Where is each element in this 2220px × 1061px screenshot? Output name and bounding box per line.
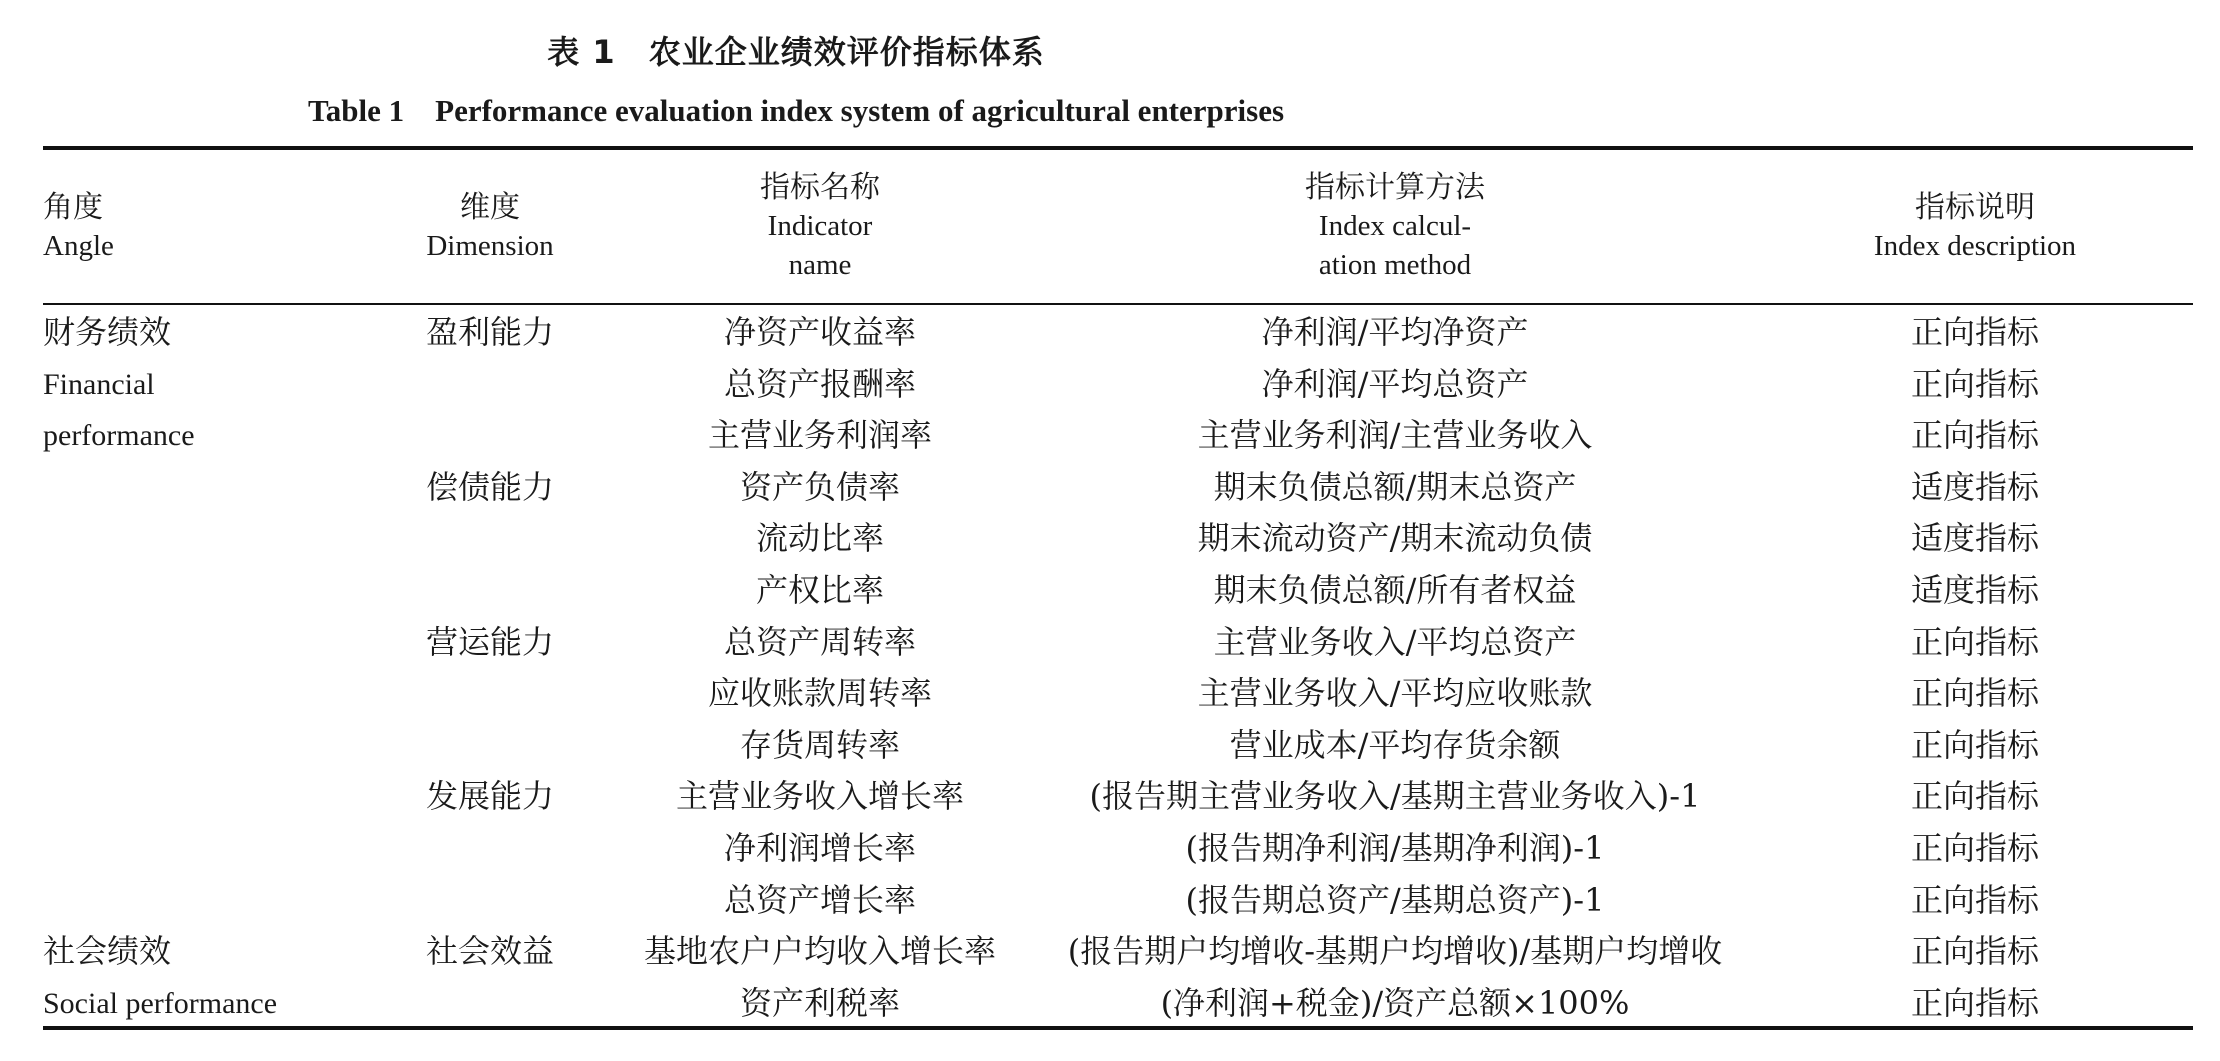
cell-indicator-name: 产权比率 xyxy=(755,570,884,609)
cell-description: 正向指标 xyxy=(1910,674,2039,713)
header-dimension-en: Dimension xyxy=(426,230,554,262)
table-caption-zh: 表 1 农业企业绩效评价指标体系 xyxy=(547,33,1045,71)
cell-description: 正向指标 xyxy=(1910,416,2039,455)
table-row xyxy=(0,720,2220,772)
cell-dimension: 营运能力 xyxy=(425,622,554,661)
cell-indicator-name: 总资产报酬率 xyxy=(723,364,916,403)
cell-indicator-name: 存货周转率 xyxy=(739,725,900,764)
table-body xyxy=(0,307,2220,1029)
cell-calculation-method: (报告期主营业务收入/基期主营业务收入)-1 xyxy=(1089,777,1701,816)
header-calculation-method-zh: 指标计算方法 xyxy=(1305,170,1485,205)
cell-description: 正向指标 xyxy=(1910,364,2039,403)
header-indicator-name xyxy=(620,168,1020,285)
cell-dimension xyxy=(390,823,590,875)
header-description-en: Index description xyxy=(1873,230,2077,262)
cell-dimension xyxy=(390,720,590,772)
table-row xyxy=(0,617,2220,669)
cell-calculation-method: 主营业务收入/平均应收账款 xyxy=(1197,674,1593,713)
header-calculation-method xyxy=(1030,168,1760,285)
cell-indicator-name: 资产负债率 xyxy=(739,467,900,506)
cell-dimension: 偿债能力 xyxy=(425,467,554,506)
cell-indicator-name: 净资产收益率 xyxy=(723,313,916,351)
header-dimension xyxy=(390,188,590,266)
header-dimension-zh: 维度 xyxy=(460,190,520,225)
cell-calculation-method: 主营业务收入/平均总资产 xyxy=(1213,622,1577,661)
cell-indicator-name: 主营业务利润率 xyxy=(707,416,932,455)
cell-calculation-method: 期末流动资产/期末流动负债 xyxy=(1197,519,1593,558)
cell-dimension xyxy=(390,513,590,565)
header-calculation-method-en-1: Index calcul- xyxy=(1318,210,1472,242)
cell-calculation-method: (报告期总资产/基期总资产)-1 xyxy=(1185,880,1605,919)
cell-description: 正向指标 xyxy=(1910,880,2039,919)
header-angle-zh: 角度 xyxy=(43,190,103,225)
cell-dimension xyxy=(390,410,590,462)
cell-calculation-method: (净利润+税金)/资产总额×100% xyxy=(1160,983,1630,1022)
header-angle xyxy=(43,188,114,266)
table-row xyxy=(0,462,2220,514)
header-description xyxy=(1800,188,2150,266)
header-angle-en: Angle xyxy=(43,230,114,262)
cell-dimension xyxy=(390,978,590,1030)
cell-description: 正向指标 xyxy=(1910,622,2039,661)
cell-dimension xyxy=(390,565,590,617)
cell-description: 正向指标 xyxy=(1910,777,2039,816)
table-row xyxy=(0,926,2220,978)
table-row xyxy=(0,565,2220,617)
table-top-rule xyxy=(43,146,2193,150)
cell-angle: 财务绩效 xyxy=(43,313,172,351)
cell-dimension xyxy=(390,359,590,411)
header-calculation-method-en-2: ation method xyxy=(1318,249,1472,281)
cell-calculation-method: 净利润/平均净资产 xyxy=(1261,313,1529,351)
header-indicator-name-en-1: Indicator xyxy=(767,210,873,242)
cell-calculation-method: 期末负债总额/期末总资产 xyxy=(1213,467,1577,506)
table-row xyxy=(0,978,2220,1030)
cell-indicator-name: 应收账款周转率 xyxy=(707,674,932,713)
cell-calculation-method: 营业成本/平均存货余额 xyxy=(1229,725,1561,764)
table-row xyxy=(0,513,2220,565)
table-row xyxy=(0,410,2220,462)
cell-calculation-method: 主营业务利润/主营业务收入 xyxy=(1197,416,1593,455)
cell-angle: 社会绩效 xyxy=(43,932,172,971)
cell-description: 正向指标 xyxy=(1910,828,2039,867)
cell-description: 正向指标 xyxy=(1910,313,2039,351)
cell-calculation-method: (报告期净利润/基期净利润)-1 xyxy=(1185,828,1605,867)
cell-dimension: 社会效益 xyxy=(425,932,554,971)
cell-dimension xyxy=(390,668,590,720)
cell-angle: Social performance xyxy=(43,986,278,1020)
cell-indicator-name: 基地农户户均收入增长率 xyxy=(643,932,996,971)
table-bottom-rule xyxy=(43,1026,2193,1030)
cell-dimension xyxy=(390,875,590,927)
table-row xyxy=(0,359,2220,411)
table-header-rule xyxy=(43,303,2193,305)
cell-dimension: 盈利能力 xyxy=(425,313,554,351)
cell-indicator-name: 总资产增长率 xyxy=(723,880,916,919)
table-row xyxy=(0,307,2220,359)
cell-description: 正向指标 xyxy=(1910,725,2039,764)
cell-description: 适度指标 xyxy=(1910,467,2039,506)
cell-calculation-method: 期末负债总额/所有者权益 xyxy=(1213,570,1577,609)
cell-indicator-name: 净利润增长率 xyxy=(723,828,916,867)
cell-description: 适度指标 xyxy=(1910,570,2039,609)
table-row xyxy=(0,875,2220,927)
cell-calculation-method: 净利润/平均总资产 xyxy=(1261,364,1529,403)
cell-description: 适度指标 xyxy=(1910,519,2039,558)
cell-description: 正向指标 xyxy=(1910,983,2039,1022)
cell-angle: Financial xyxy=(43,367,155,401)
table-caption-en: Table 1 Performance evaluation index system of agricultural enterprises xyxy=(307,93,1285,128)
header-indicator-name-en-2: name xyxy=(788,249,852,281)
cell-description: 正向指标 xyxy=(1910,932,2039,971)
cell-indicator-name: 总资产周转率 xyxy=(723,622,916,661)
cell-angle: performance xyxy=(43,419,195,453)
header-indicator-name-zh: 指标名称 xyxy=(760,170,880,205)
cell-calculation-method: (报告期户均增收-基期户均增收)/基期户均增收 xyxy=(1067,932,1723,971)
table-row xyxy=(0,668,2220,720)
cell-dimension: 发展能力 xyxy=(425,777,554,816)
cell-indicator-name: 流动比率 xyxy=(755,519,884,558)
table-row xyxy=(0,823,2220,875)
table-row xyxy=(0,771,2220,823)
cell-indicator-name: 资产利税率 xyxy=(739,983,900,1022)
header-description-zh: 指标说明 xyxy=(1915,190,2035,225)
cell-indicator-name: 主营业务收入增长率 xyxy=(675,777,964,816)
